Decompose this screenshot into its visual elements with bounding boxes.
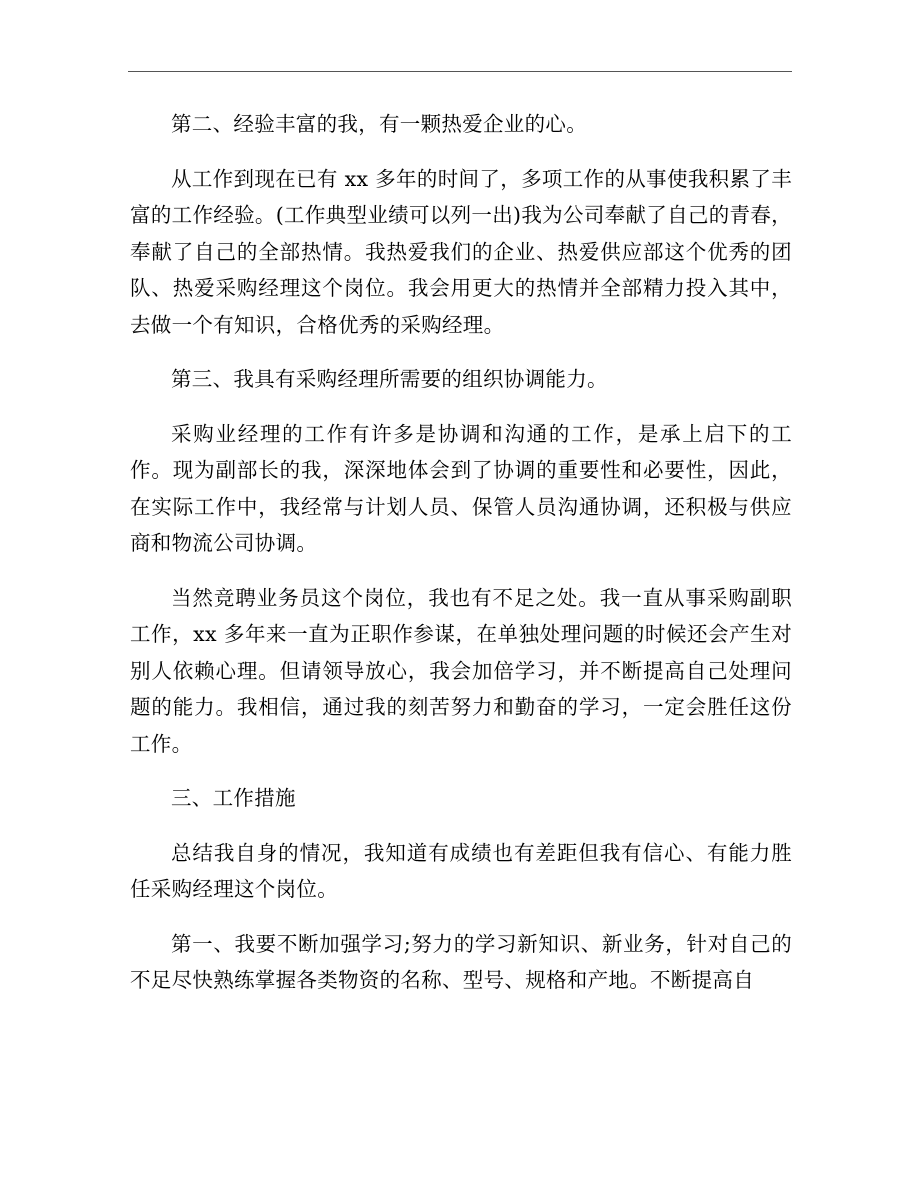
paragraph-first-measure: 第一、我要不断加强学习;努力的学习新知识、新业务，针对自己的不足尽快熟练掌握各类物资的名称、型号、规格和产地。不断提高自: [130, 931, 792, 992]
section-heading-coordination: 第三、我具有采购经理所需要的组织协调能力。: [171, 367, 608, 391]
paragraph-shortcomings: 当然竞聘业务员这个岗位，我也有不足之处。我一直从事采购副职工作，xx 多年来一直为正职作参谋，在单独处理问题的时候还会产生对别人依赖心理。但请领导放心，我会加倍学习，并不断提高自己处理问题的能力。我相信，通过我的刻苦努力和勤奋的学习，一定会胜任这份工作。: [130, 585, 792, 756]
section-heading-experience: 第二、经验丰富的我，有一颗热爱企业的心。: [171, 112, 587, 136]
document-body: [130, 106, 792, 999]
paragraph-experience: 从工作到现在已有 xx 多年的时间了，多项工作的从事使我积累了丰富的工作经验。(工作典型业绩可以列一出)我为公司奉献了自己的青春，奉献了自己的全部热情。我热爱我们的企业、热爱供应部这个优秀的团队、热爱采购经理这个岗位。我会用更大的热情并全部精力投入其中，去做一个有知识，合格优秀的采购经理。: [130, 166, 792, 337]
paragraph-coordination: 采购业经理的工作有许多是协调和沟通的工作，是承上启下的工作。现为副部长的我，深深地体会到了协调的重要性和必要性，因此，在实际工作中，我经常与计划人员、保管人员沟通协调，还积极与供应商和物流公司协调。: [130, 421, 792, 555]
paragraph-summary: 总结我自身的情况，我知道有成绩也有差距但我有信心、有能力胜任采购经理这个岗位。: [130, 840, 792, 901]
header-divider: [128, 71, 792, 72]
section-heading-measures: 三、工作措施: [171, 786, 296, 810]
